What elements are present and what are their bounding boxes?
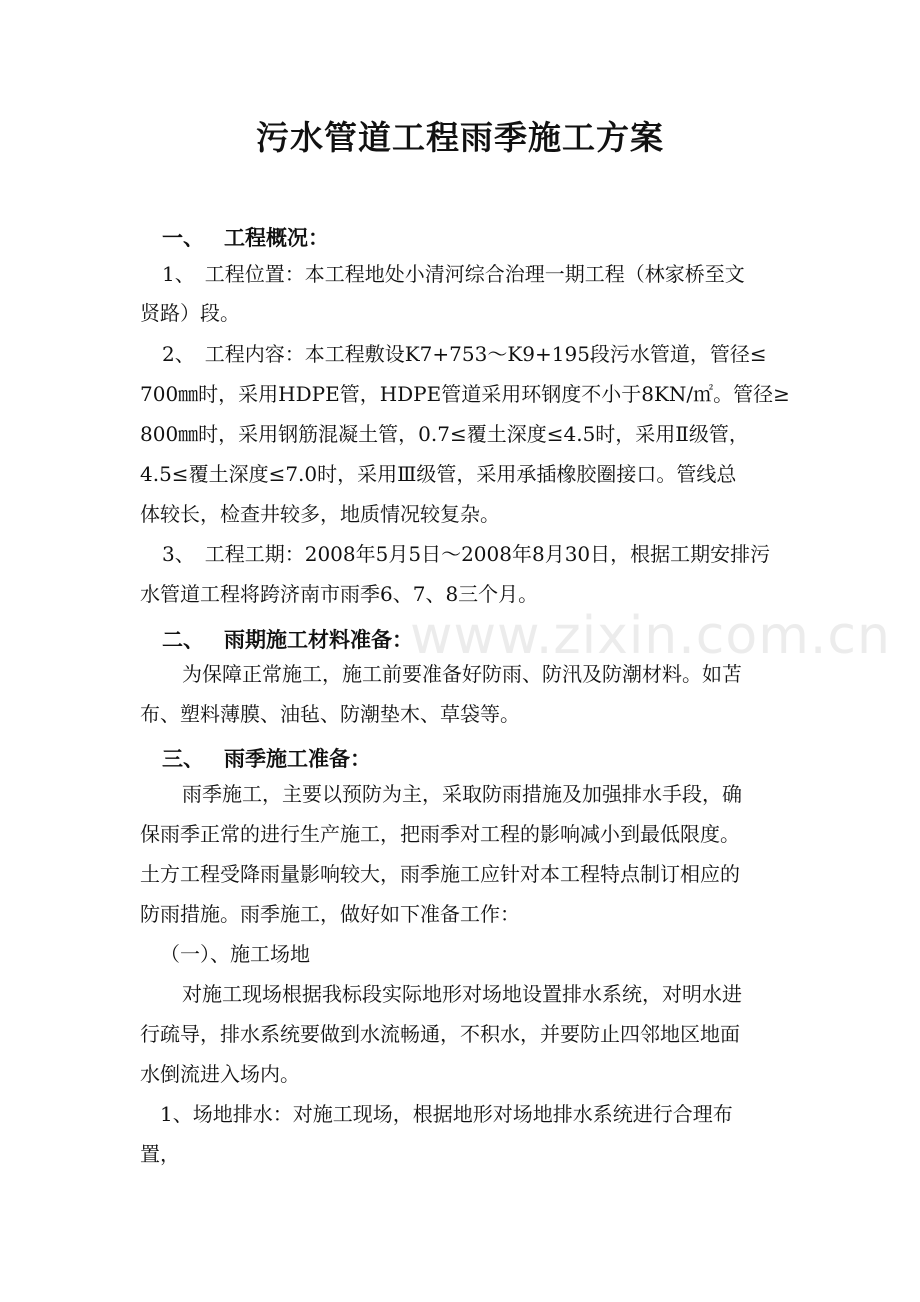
paragraph-line: 1、场地排水：对施工现场，根据地形对场地排水系统进行合理布 xyxy=(160,1102,733,1126)
paragraph-line: 行疏导，排水系统要做到水流畅通，不积水，并要防止四邻地区地面 xyxy=(140,1022,740,1046)
paragraph-line: 体较长，检查井较多，地质情况较复杂。 xyxy=(140,502,500,526)
section-heading-3 xyxy=(162,743,371,773)
paragraph-line: 700㎜时，采用HDPE管，HDPE管道采用环钢度不小于8KN/㎡。管径≥ xyxy=(140,382,790,406)
section-number: 三、 xyxy=(162,747,204,771)
document-title: 污水管道工程雨季施工方案 xyxy=(256,118,664,157)
section-label: 工程概况： xyxy=(224,226,329,250)
paragraph-line: 4.5≤覆土深度≤7.0时，采用Ⅲ级管，采用承插橡胶圈接口。管线总 xyxy=(140,462,737,486)
paragraph-line: 雨季施工，主要以预防为主，采取防雨措施及加强排水手段，确 xyxy=(182,782,742,806)
paragraph-line: 布、塑料薄膜、油毡、防潮垫木、草袋等。 xyxy=(140,702,520,726)
paragraph-line: 800㎜时，采用钢筋混凝土管，0.7≤覆土深度≤4.5时，采用Ⅱ级管， xyxy=(140,422,749,446)
paragraph-line: 1、 工程位置：本工程地处小清河综合治理一期工程（林家桥至文 xyxy=(162,262,745,286)
section-heading-2 xyxy=(162,624,413,654)
watermark: www.zixin.com.cn xyxy=(410,606,891,666)
paragraph-line: 对施工现场根据我标段实际地形对场地设置排水系统，对明水进 xyxy=(182,982,742,1006)
section-number: 二、 xyxy=(162,628,204,652)
paragraph-line: 为保障正常施工，施工前要准备好防雨、防汛及防潮材料。如苫 xyxy=(182,662,742,686)
subsection-heading: （一）、施工场地 xyxy=(160,942,310,966)
paragraph-line: 保雨季正常的进行生产施工，把雨季对工程的影响减小到最低限度。 xyxy=(140,822,740,846)
section-number: 一、 xyxy=(162,226,204,250)
section-label: 雨季施工准备： xyxy=(224,747,371,771)
paragraph-line: 土方工程受降雨量影响较大，雨季施工应针对本工程特点制订相应的 xyxy=(140,862,740,886)
paragraph-line: 贤路）段。 xyxy=(140,301,240,325)
paragraph-line: 水倒流进入场内。 xyxy=(140,1062,300,1086)
paragraph-line: 水管道工程将跨济南市雨季6、7、8三个月。 xyxy=(140,582,539,606)
paragraph-line: 防雨措施。雨季施工，做好如下准备工作： xyxy=(140,902,520,926)
section-heading-1 xyxy=(162,222,329,252)
paragraph-line: 置， xyxy=(140,1142,180,1166)
paragraph-line: 2、 工程内容：本工程敷设K7+753～K9+195段污水管道，管径≤ xyxy=(162,342,767,366)
paragraph-line: 3、 工程工期：2008年5月5日～2008年8月30日，根据工期安排污 xyxy=(162,542,771,566)
section-label: 雨期施工材料准备： xyxy=(224,628,413,652)
